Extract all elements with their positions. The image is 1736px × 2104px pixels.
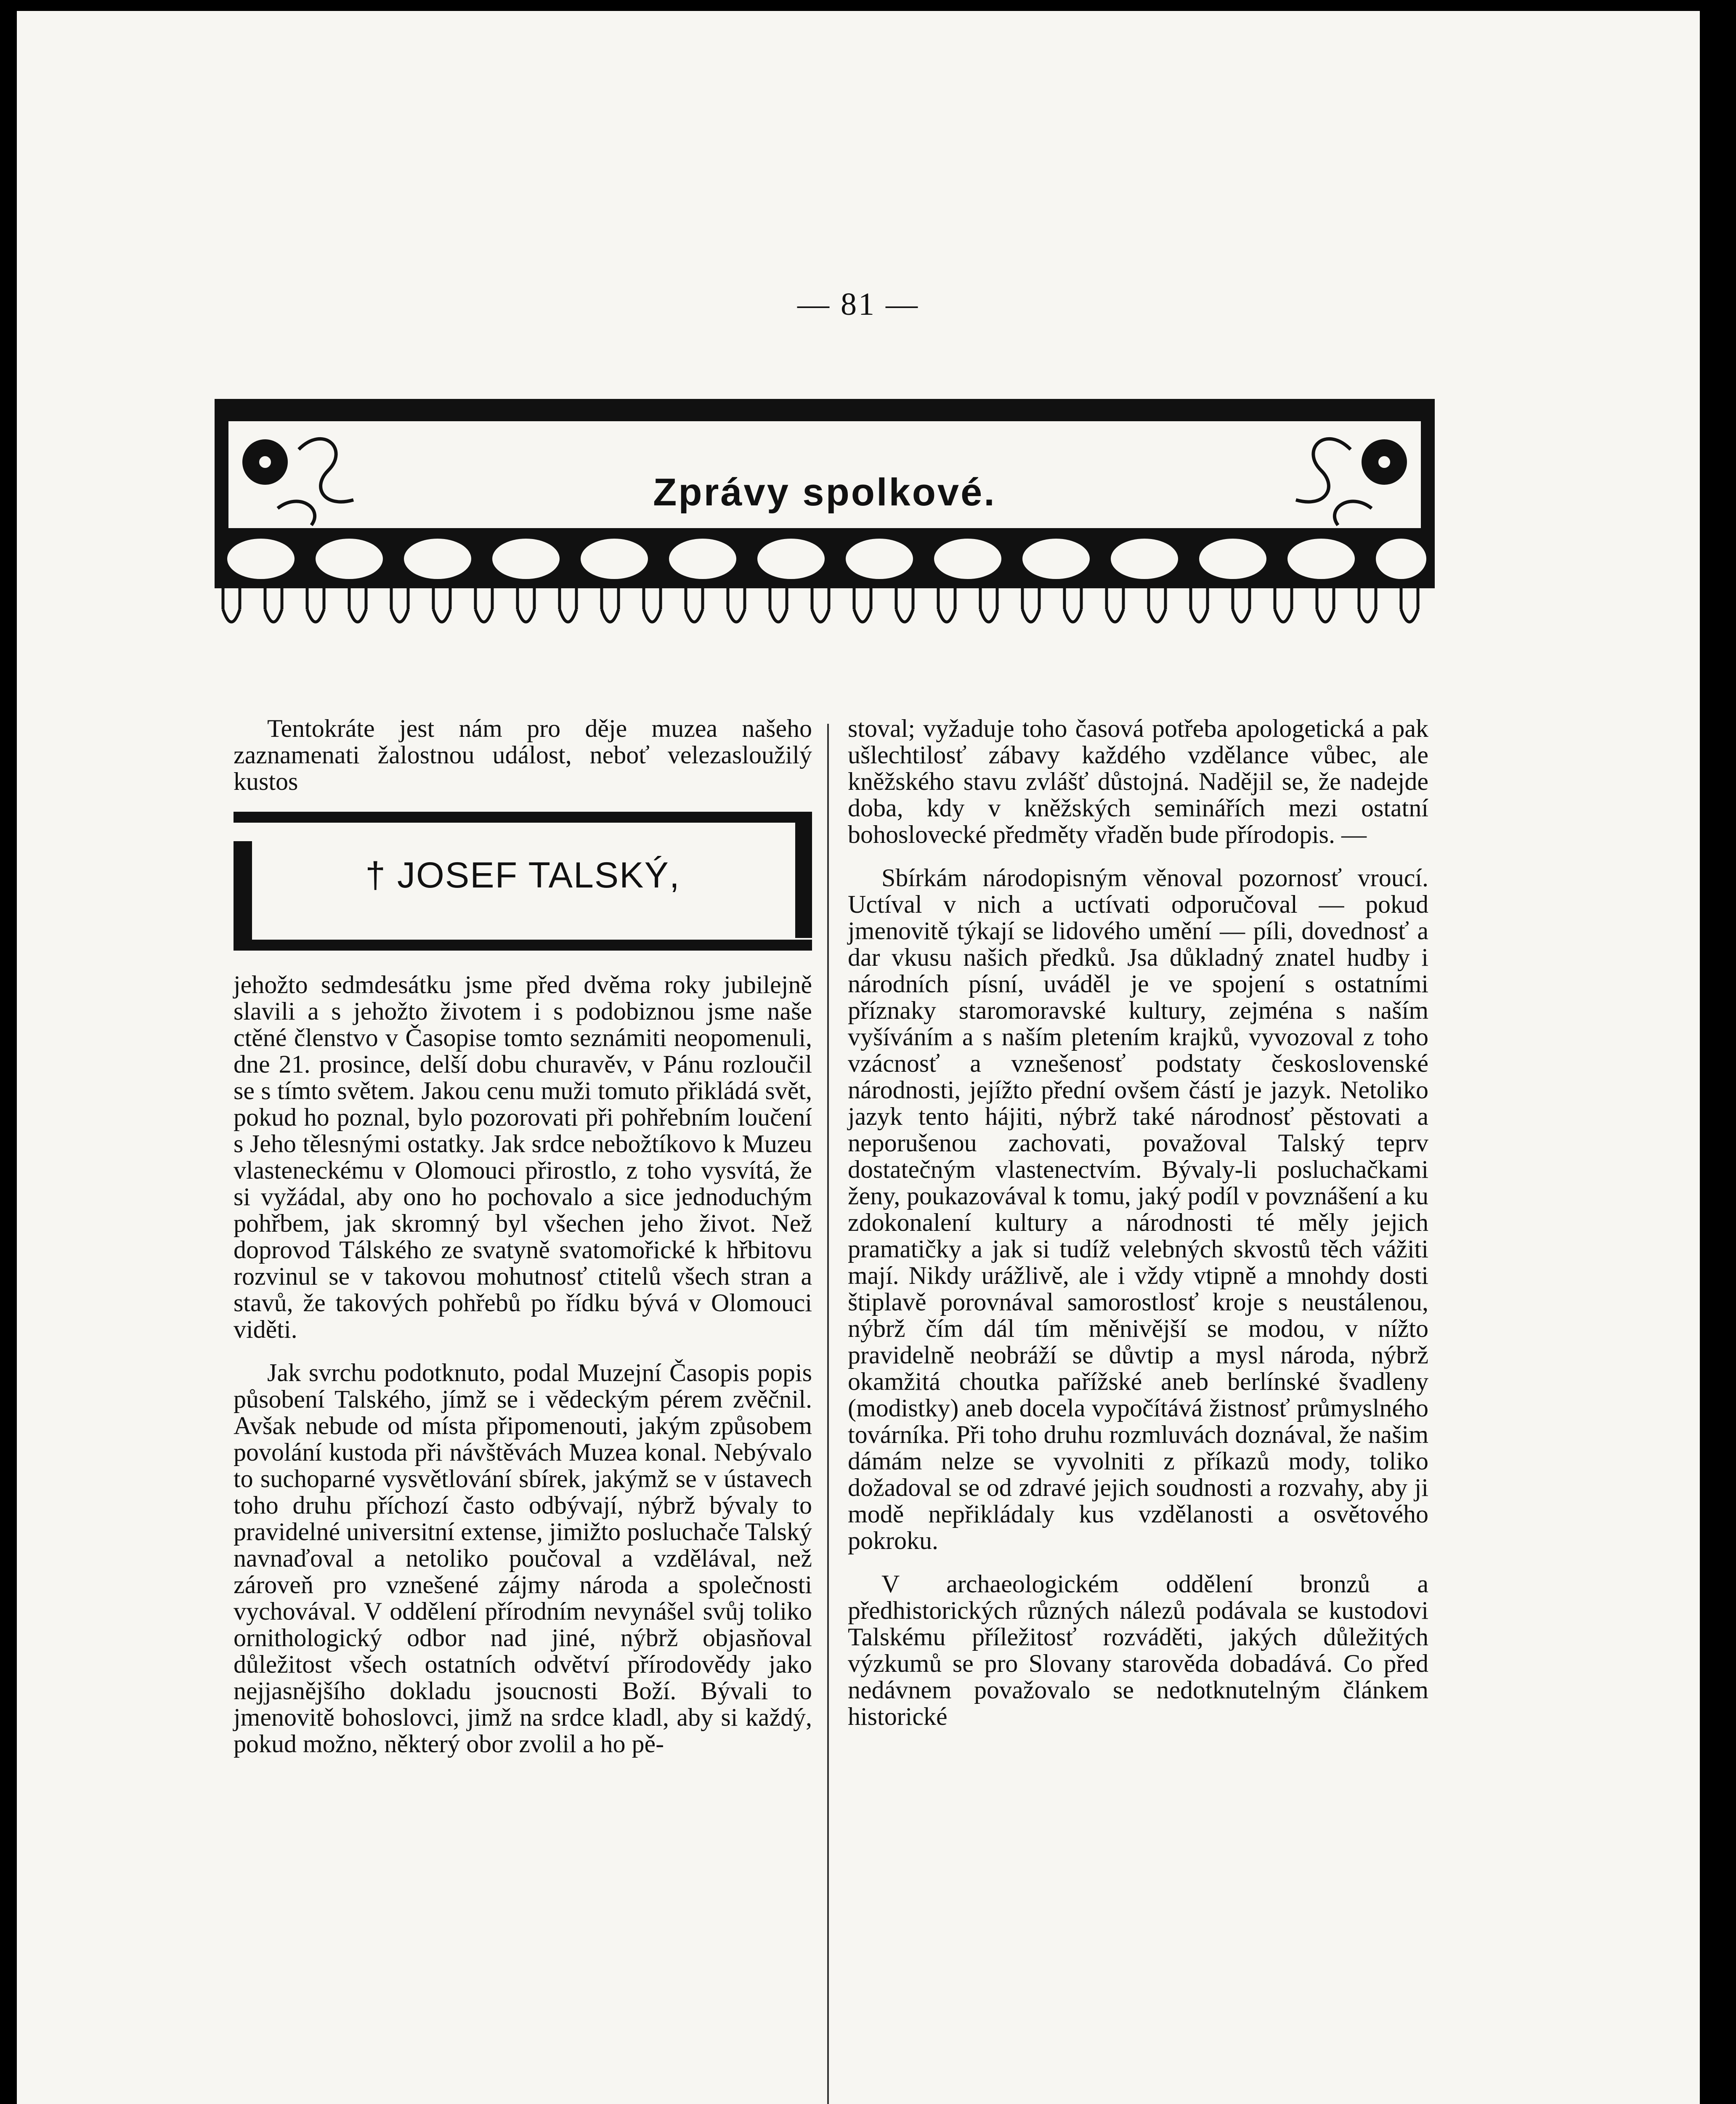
banner-ornament (215, 399, 1435, 660)
section-banner (215, 399, 1435, 660)
page-number: — 81 — (797, 287, 919, 322)
left-column (234, 715, 812, 1774)
name-box-border-left (234, 841, 252, 951)
right-paragraph-2: Sbírkám národopisným věnoval pozornosť vroucí. Uctíval v nich a uctívati odporučoval — pokud jmenovitě týkají se lidového umění — píli, dovednosť a dar vkusu našich předků. Jsa důkladný znatel hudby i národních písní, uváděl je ve spojení s ostatními příznaky staromoravské kultury, zejména s naším vyšíváním a s naším pletením krajků, vyvozoval z toho vzácnosť a vznešenosť podstaty československé národnosti, jejížto přední ovšem částí je jazyk. Netoliko jazyk tento hájiti, nýbrž také národnosť pěstovati a neporušenou zachovati, považoval Talský teprv dostatečným vlastenectvím. Bývaly-li posluchačkami ženy, poukazovával k tomu, jaký podíl v povznášení a ku zdokonalení kultury a národnosti té měly jejich pramatičky a jak si tudíž velebných skvostů těch vážiti mají. Nikdy urážlivě, ale i vždy vtipně a mnohdy dosti štiplavě porovnával samorostlosť kroje s neustálenou, nýbrž čím dál tím měnivější se modou, v nížto pravidelně neobráží se důvtip a mysl národa, nýbrž okamžitá choutka pařížské aneb berlínské švadleny (modistky) aneb docela vypočítává žistnosť průmyslného továrníka. Při toho druhu rozmluvách doznával, že našim dámám nelze se vyvolniti z příkazů mody, toliko dožadoval se od zdravé jejich soudnosti a rozvahy, aby ji modě nepřikládaly kus vzdělanosti a osvětového pokroku. (848, 864, 1428, 1554)
right-column (848, 715, 1428, 1747)
name-box-border-top (234, 812, 812, 823)
intro-paragraph: Tentokráte jest nám pro děje muzea našeho zaznamenati žalostnou událost, neboť velezasloužilý kustos (234, 715, 812, 795)
right-paragraph-1: stoval; vyžaduje toho časová potřeba apologetická a pak ušlechtilosť zábavy každého vzdělance vůbec, ale kněžského stavu zvlášť důstojná. Nadějil se, že nadejde doba, kdy v kněžských seminářích mezi ostatní bohoslovecké předměty vřaděn bude přírodopis. — (848, 715, 1428, 848)
name-box-border-bottom (234, 940, 812, 951)
obituary-name-box (234, 812, 812, 951)
column-divider (827, 724, 829, 2104)
left-paragraph-1: jehožto sedmdesátku jsme před dvěma roky jubilejně slavili a s jehožto životem i s podobiznou jsme naše ctěné členstvo v Časopise tomto seznámiti neopomenuli, dne 21. prosince, delší dobu churavěv, v Pánu rozloučil se s tímto světem. Jakou cenu muži tomuto přikládá svět, pokud ho poznal, bylo pozorovati při pohřebním loučení s Jeho tělesnými ostatky. Jak srdce nebožtíkovo k Muzeu vlasteneckému v Olomouci přirostlo, z toho vysvítá, že si vyžádal, aby ono ho pochovalo a sice jednoduchým pohřbem, jak skromný byl všechen jeho život. Než doprovod Tálského ze svatyně svatomořické k hřbitovu rozvinul se v takovou mohutnosť ctitelů všech stran a stavů, že takových pohřebů po řídku bývá v Olomouci viděti. (234, 971, 812, 1343)
left-paragraph-2: Jak svrchu podotknuto, podal Muzejní Časopis popis působení Talského, jímž se i vědeckým pérem zvěčnil. Avšak nebude od místa připomenouti, jakým způsobem povolání kustoda při návštěvách Muzea konal. Nebývalo to suchoparné vysvětlování sbírek, jakýmž se v ústavech toho druhu příchozí často odbývají, nýbrž bývaly to pravidelné universitní extense, jimižto posluchače Talský navnaďoval a netoliko poučoval a vzdělával, než zároveň pro vznešené zájmy národa a společnosti vychovával. V oddělení přírodním nevynášel svůj toliko ornithologický odbor nad jiné, nýbrž objasňoval důležitost všech ostatních odvětví přírodovědy jako nejjasnějšího dokladu jsoucnosti Boží. Bývali to jmenovitě bohoslovci, jimž na srdce kladl, aby si každý, pokud možno, některý obor zvolil a ho pě- (234, 1359, 812, 1758)
section-title: Zprávy spolkové. (653, 471, 996, 514)
right-paragraph-3: V archaeologickém oddělení bronzů a předhistorických různých nálezů podávala se kustodovi Talskému příležitosť rozváděti, jakých důležitých výzkumů se pro Slovany starověda dobadává. Co před nedávnem považovalo se nedotknutelným článkem historické (848, 1570, 1428, 1730)
obituary-name: † JOSEF TALSKÝ, (365, 855, 680, 895)
